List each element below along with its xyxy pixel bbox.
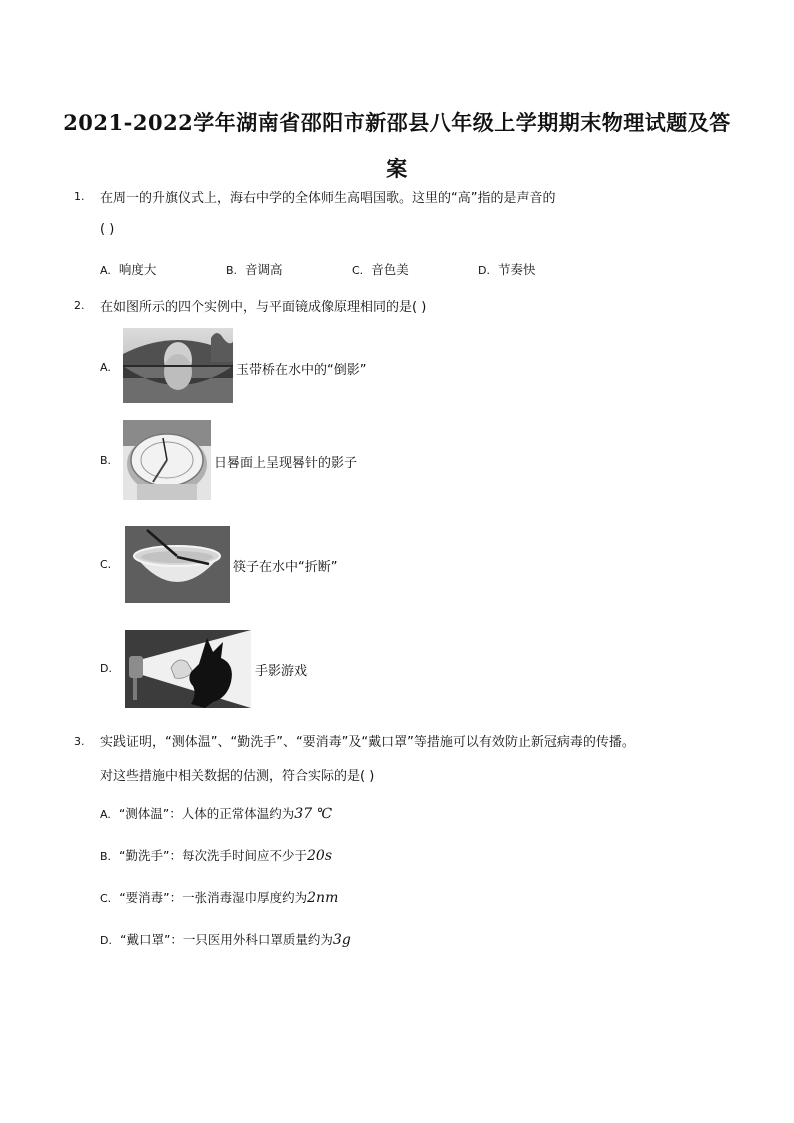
question-2-option-b-label: 日晷面上呈现晷针的影子 (214, 456, 358, 471)
page-title: 2021-2022学年湖南省邵阳市新邵县八年级上学期期末物理试题及答案 (63, 110, 731, 181)
question-2-text: 在如图所示的四个实例中，与平面镜成像原理相同的是( ) (100, 300, 427, 315)
question-3-text: 实践证明，“测体温”、“勤洗手”、“要消毒”及“戴口罩”等措施可以有效防止新冠病毒的传播。 (100, 735, 635, 750)
question-2-option-d-key[interactable]: D. (100, 662, 112, 675)
question-1-option-d[interactable]: D. 节奏快 (478, 262, 536, 277)
question-3-option-b-value: 20s (307, 848, 332, 864)
question-1-bracket: ( ) (100, 222, 115, 237)
question-1-option-c[interactable]: C. 音色美 (352, 262, 409, 277)
question-1-option-a[interactable]: A. 响度大 (100, 262, 157, 277)
question-3-option-d-value: 3g (332, 932, 351, 948)
question-2-option-c-label: 筷子在水中“折断” (233, 560, 338, 575)
question-3-option-c-value: 2nm (307, 890, 339, 906)
question-3-option-b[interactable]: B. “勤洗手”：每次洗手时间应不少于20s (100, 848, 332, 864)
question-3-text-line2: 对这些措施中相关数据的估测，符合实际的是( ) (100, 769, 375, 784)
question-1-option-b[interactable]: B. 音调高 (226, 262, 283, 277)
question-2-option-d-label: 手影游戏 (255, 664, 308, 679)
sundial-photo-icon (123, 420, 211, 500)
question-2-option-a-key[interactable]: A. (100, 361, 111, 374)
question-3-option-d[interactable]: D. “戴口罩”：一只医用外科口罩质量约为3g (100, 932, 351, 948)
question-2-number: 2. (74, 299, 85, 312)
question-1-number: 1. (74, 190, 85, 203)
hand-shadow-photo-icon (125, 630, 251, 708)
question-3-option-a-value: 37 ℃ (294, 806, 333, 822)
question-3-option-c[interactable]: C. “要消毒”：一张消毒湿巾厚度约为2nm (100, 890, 339, 906)
question-3-option-a[interactable]: A. “测体温”：人体的正常体温约为37 ℃ (100, 806, 333, 822)
question-3-number: 3. (74, 735, 85, 748)
question-2-option-c-key[interactable]: C. (100, 558, 112, 571)
question-1-text: 在周一的升旗仪式上，海右中学的全体师生高唱国歌。这里的“高”指的是声音的 (100, 191, 556, 206)
chopstick-bowl-photo-icon (125, 526, 230, 603)
question-2-option-a-label: 玉带桥在水中的“倒影” (236, 363, 367, 378)
question-2-option-b-key[interactable]: B. (100, 454, 112, 467)
bridge-reflection-photo-icon (123, 328, 233, 403)
